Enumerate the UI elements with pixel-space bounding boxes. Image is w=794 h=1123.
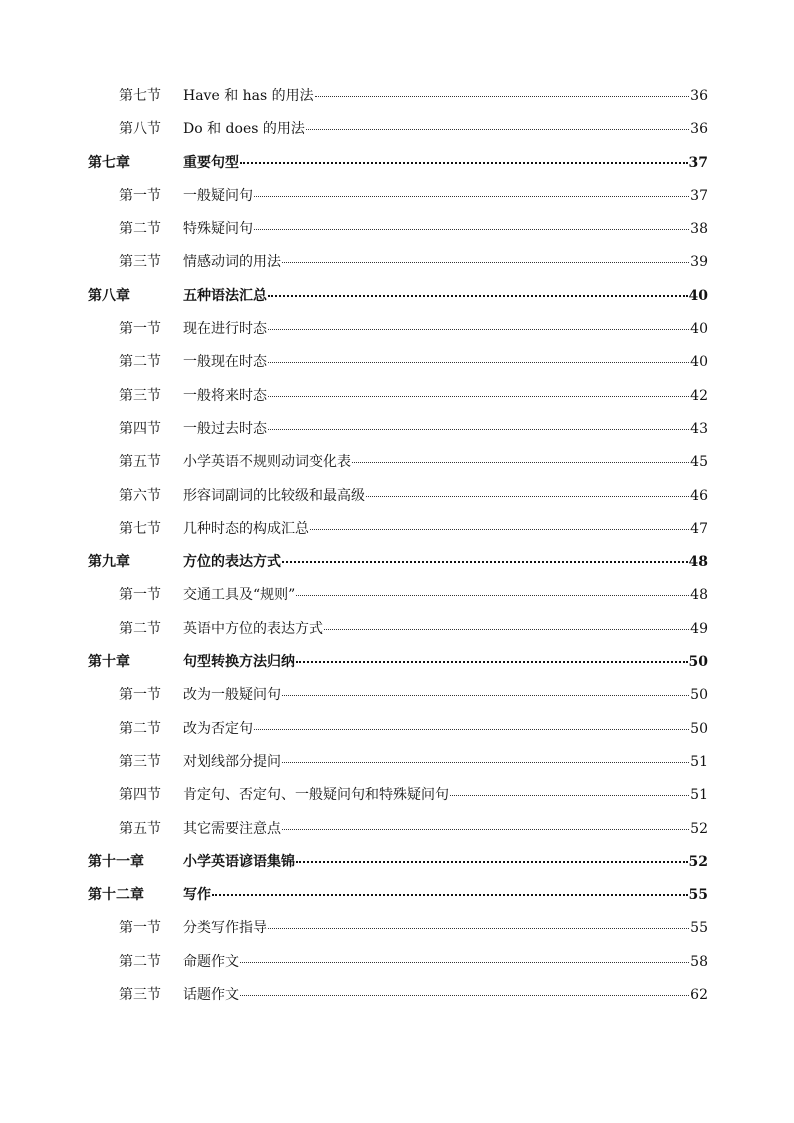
toc-entry-title: Do 和 does 的用法 bbox=[183, 121, 305, 138]
toc-entry-number: 第一节 bbox=[119, 187, 161, 204]
toc-section-entry[interactable] bbox=[88, 180, 708, 213]
dot-leader bbox=[310, 529, 689, 530]
toc-entry-title: 现在进行时态 bbox=[183, 321, 267, 338]
toc-entry-title: 话题作文 bbox=[183, 987, 239, 1004]
toc-section-entry[interactable] bbox=[88, 912, 708, 945]
toc-entry-number: 第六节 bbox=[119, 487, 161, 504]
toc-page-number: 51 bbox=[690, 787, 708, 804]
toc-section-entry[interactable] bbox=[88, 380, 708, 413]
toc-page-number: 36 bbox=[690, 88, 708, 104]
toc-page-number: 47 bbox=[690, 520, 708, 537]
toc-section-entry[interactable] bbox=[88, 613, 708, 646]
dot-leader bbox=[240, 995, 689, 996]
toc-entry-number: 第十一章 bbox=[88, 853, 144, 870]
dot-leader bbox=[296, 595, 689, 596]
toc-section-entry[interactable] bbox=[88, 346, 708, 379]
dot-leader bbox=[240, 962, 689, 963]
toc-entry-number: 第二节 bbox=[119, 953, 161, 970]
toc-page-number: 50 bbox=[688, 654, 708, 671]
dot-leader bbox=[268, 362, 689, 363]
toc-entry-number: 第四节 bbox=[119, 420, 161, 437]
dot-leader bbox=[268, 396, 689, 397]
toc-entry-title: 小学英语谚语集锦 bbox=[183, 853, 295, 870]
toc-entry-title: Have 和 has 的用法 bbox=[183, 88, 314, 104]
dot-leader bbox=[315, 96, 690, 97]
toc-section-entry[interactable] bbox=[88, 979, 708, 1012]
toc-section-entry[interactable] bbox=[88, 480, 708, 513]
toc-section-entry[interactable] bbox=[88, 413, 708, 446]
toc-page-number: 62 bbox=[690, 987, 708, 1004]
toc-entry-number: 第五节 bbox=[119, 454, 161, 471]
toc-entry-number: 第二节 bbox=[119, 720, 161, 737]
toc-page-number: 51 bbox=[690, 753, 708, 770]
toc-entry-number: 第三节 bbox=[119, 753, 161, 770]
toc-section-entry[interactable] bbox=[88, 213, 708, 246]
toc-entry-number: 第九章 bbox=[88, 554, 130, 571]
dot-leader bbox=[240, 162, 688, 164]
dot-leader bbox=[282, 695, 689, 696]
dot-leader bbox=[324, 629, 689, 630]
toc-entry-title: 英语中方位的表达方式 bbox=[183, 620, 323, 637]
toc-entry-title: 形容词副词的比较级和最高级 bbox=[183, 487, 365, 504]
toc-page-number: 58 bbox=[690, 953, 708, 970]
toc-chapter-entry[interactable] bbox=[88, 846, 708, 879]
toc-entry-number: 第三节 bbox=[119, 387, 161, 404]
dot-leader bbox=[296, 661, 688, 663]
dot-leader bbox=[282, 762, 689, 763]
toc-page-number: 55 bbox=[690, 920, 708, 937]
toc-entry-title: 一般过去时态 bbox=[183, 420, 267, 437]
toc-page-number: 40 bbox=[690, 321, 708, 338]
toc-section-entry[interactable] bbox=[88, 80, 708, 113]
dot-leader bbox=[352, 462, 689, 463]
toc-entry-title: 一般现在时态 bbox=[183, 354, 267, 371]
toc-entry-number: 第七节 bbox=[119, 88, 161, 104]
dot-leader bbox=[282, 262, 689, 263]
toc-entry-number: 第一节 bbox=[119, 587, 161, 604]
dot-leader bbox=[296, 861, 688, 863]
dot-leader bbox=[450, 795, 689, 796]
toc-entry-number: 第四节 bbox=[119, 787, 161, 804]
toc-entry-number: 第一节 bbox=[119, 687, 161, 704]
toc-entry-title: 改为一般疑问句 bbox=[183, 687, 281, 704]
toc-entry-title: 句型转换方法归纳 bbox=[183, 654, 295, 671]
toc-page-number: 52 bbox=[688, 853, 708, 870]
toc-entry-title: 交通工具及“规则” bbox=[183, 587, 296, 604]
dot-leader bbox=[268, 329, 689, 330]
toc-section-entry[interactable] bbox=[88, 779, 708, 812]
toc-chapter-entry[interactable] bbox=[88, 879, 708, 912]
toc-chapter-entry[interactable] bbox=[88, 280, 708, 313]
toc-section-entry[interactable] bbox=[88, 813, 708, 846]
toc-page-number: 55 bbox=[688, 887, 708, 904]
toc-entry-number: 第十章 bbox=[88, 654, 130, 671]
toc-page-number: 37 bbox=[688, 154, 708, 171]
toc-entry-title: 小学英语不规则动词变化表 bbox=[183, 454, 351, 471]
toc-section-entry[interactable] bbox=[88, 946, 708, 979]
toc-page-number: 40 bbox=[688, 287, 708, 304]
toc-entry-number: 第三节 bbox=[119, 987, 161, 1004]
toc-section-entry[interactable] bbox=[88, 679, 708, 712]
toc-page-number: 46 bbox=[690, 487, 708, 504]
toc-section-entry[interactable] bbox=[88, 113, 708, 146]
toc-entry-title: 一般疑问句 bbox=[183, 187, 253, 204]
toc-section-entry[interactable] bbox=[88, 246, 708, 279]
toc-chapter-entry[interactable] bbox=[88, 147, 708, 180]
dot-leader bbox=[268, 295, 688, 297]
toc-page-number: 43 bbox=[690, 420, 708, 437]
toc-entry-number: 第一节 bbox=[119, 321, 161, 338]
toc-page-number: 50 bbox=[690, 720, 708, 737]
toc-entry-title: 对划线部分提问 bbox=[183, 753, 281, 770]
toc-entry-title: 命题作文 bbox=[183, 953, 239, 970]
toc-entry-title: 写作 bbox=[183, 887, 211, 904]
toc-entry-number: 第七章 bbox=[88, 154, 130, 171]
toc-entry-title: 重要句型 bbox=[183, 154, 239, 171]
toc-section-entry[interactable] bbox=[88, 579, 708, 612]
table-of-contents bbox=[88, 80, 708, 1012]
toc-entry-title: 其它需要注意点 bbox=[183, 820, 281, 837]
toc-entry-title: 五种语法汇总 bbox=[183, 287, 267, 304]
toc-page-number: 36 bbox=[690, 121, 708, 138]
toc-entry-title: 改为否定句 bbox=[183, 720, 253, 737]
toc-page-number: 49 bbox=[690, 620, 708, 637]
toc-entry-number: 第二节 bbox=[119, 354, 161, 371]
toc-section-entry[interactable] bbox=[88, 313, 708, 346]
toc-section-entry[interactable] bbox=[88, 713, 708, 746]
toc-section-entry[interactable] bbox=[88, 513, 708, 546]
toc-entry-title: 方位的表达方式 bbox=[183, 554, 281, 571]
toc-entry-title: 情感动词的用法 bbox=[183, 254, 281, 271]
toc-section-entry[interactable] bbox=[88, 746, 708, 779]
toc-chapter-entry[interactable] bbox=[88, 546, 708, 579]
dot-leader bbox=[282, 561, 688, 563]
dot-leader bbox=[282, 829, 689, 830]
toc-page-number: 48 bbox=[690, 587, 708, 604]
dot-leader bbox=[254, 196, 689, 197]
toc-entry-number: 第一节 bbox=[119, 920, 161, 937]
toc-entry-number: 第三节 bbox=[119, 254, 161, 271]
toc-page-number: 48 bbox=[688, 554, 708, 571]
toc-page-number: 52 bbox=[690, 820, 708, 837]
toc-section-entry[interactable] bbox=[88, 446, 708, 479]
toc-entry-number: 第二节 bbox=[119, 221, 161, 238]
toc-entry-title: 一般将来时态 bbox=[183, 387, 267, 404]
toc-page-number: 38 bbox=[690, 221, 708, 238]
toc-entry-number: 第十二章 bbox=[88, 887, 144, 904]
toc-entry-title: 肯定句、否定句、一般疑问句和特殊疑问句 bbox=[183, 787, 449, 804]
toc-entry-number: 第八节 bbox=[119, 121, 161, 138]
toc-page-number: 45 bbox=[690, 454, 708, 471]
dot-leader bbox=[254, 729, 689, 730]
toc-chapter-entry[interactable] bbox=[88, 646, 708, 679]
dot-leader bbox=[212, 894, 688, 896]
dot-leader bbox=[366, 496, 689, 497]
toc-entry-number: 第二节 bbox=[119, 620, 161, 637]
toc-entry-number: 第八章 bbox=[88, 287, 130, 304]
toc-page-number: 42 bbox=[690, 387, 708, 404]
toc-entry-title: 分类写作指导 bbox=[183, 920, 267, 937]
dot-leader bbox=[268, 928, 689, 929]
toc-entry-title: 特殊疑问句 bbox=[183, 221, 253, 238]
toc-page-number: 37 bbox=[690, 187, 708, 204]
toc-entry-number: 第五节 bbox=[119, 820, 161, 837]
dot-leader bbox=[254, 229, 689, 230]
toc-page-number: 39 bbox=[690, 254, 708, 271]
toc-entry-title: 几种时态的构成汇总 bbox=[183, 520, 309, 537]
toc-page-number: 50 bbox=[690, 687, 708, 704]
dot-leader bbox=[306, 129, 689, 130]
toc-entry-number: 第七节 bbox=[119, 520, 161, 537]
toc-page-number: 40 bbox=[690, 354, 708, 371]
dot-leader bbox=[268, 429, 689, 430]
